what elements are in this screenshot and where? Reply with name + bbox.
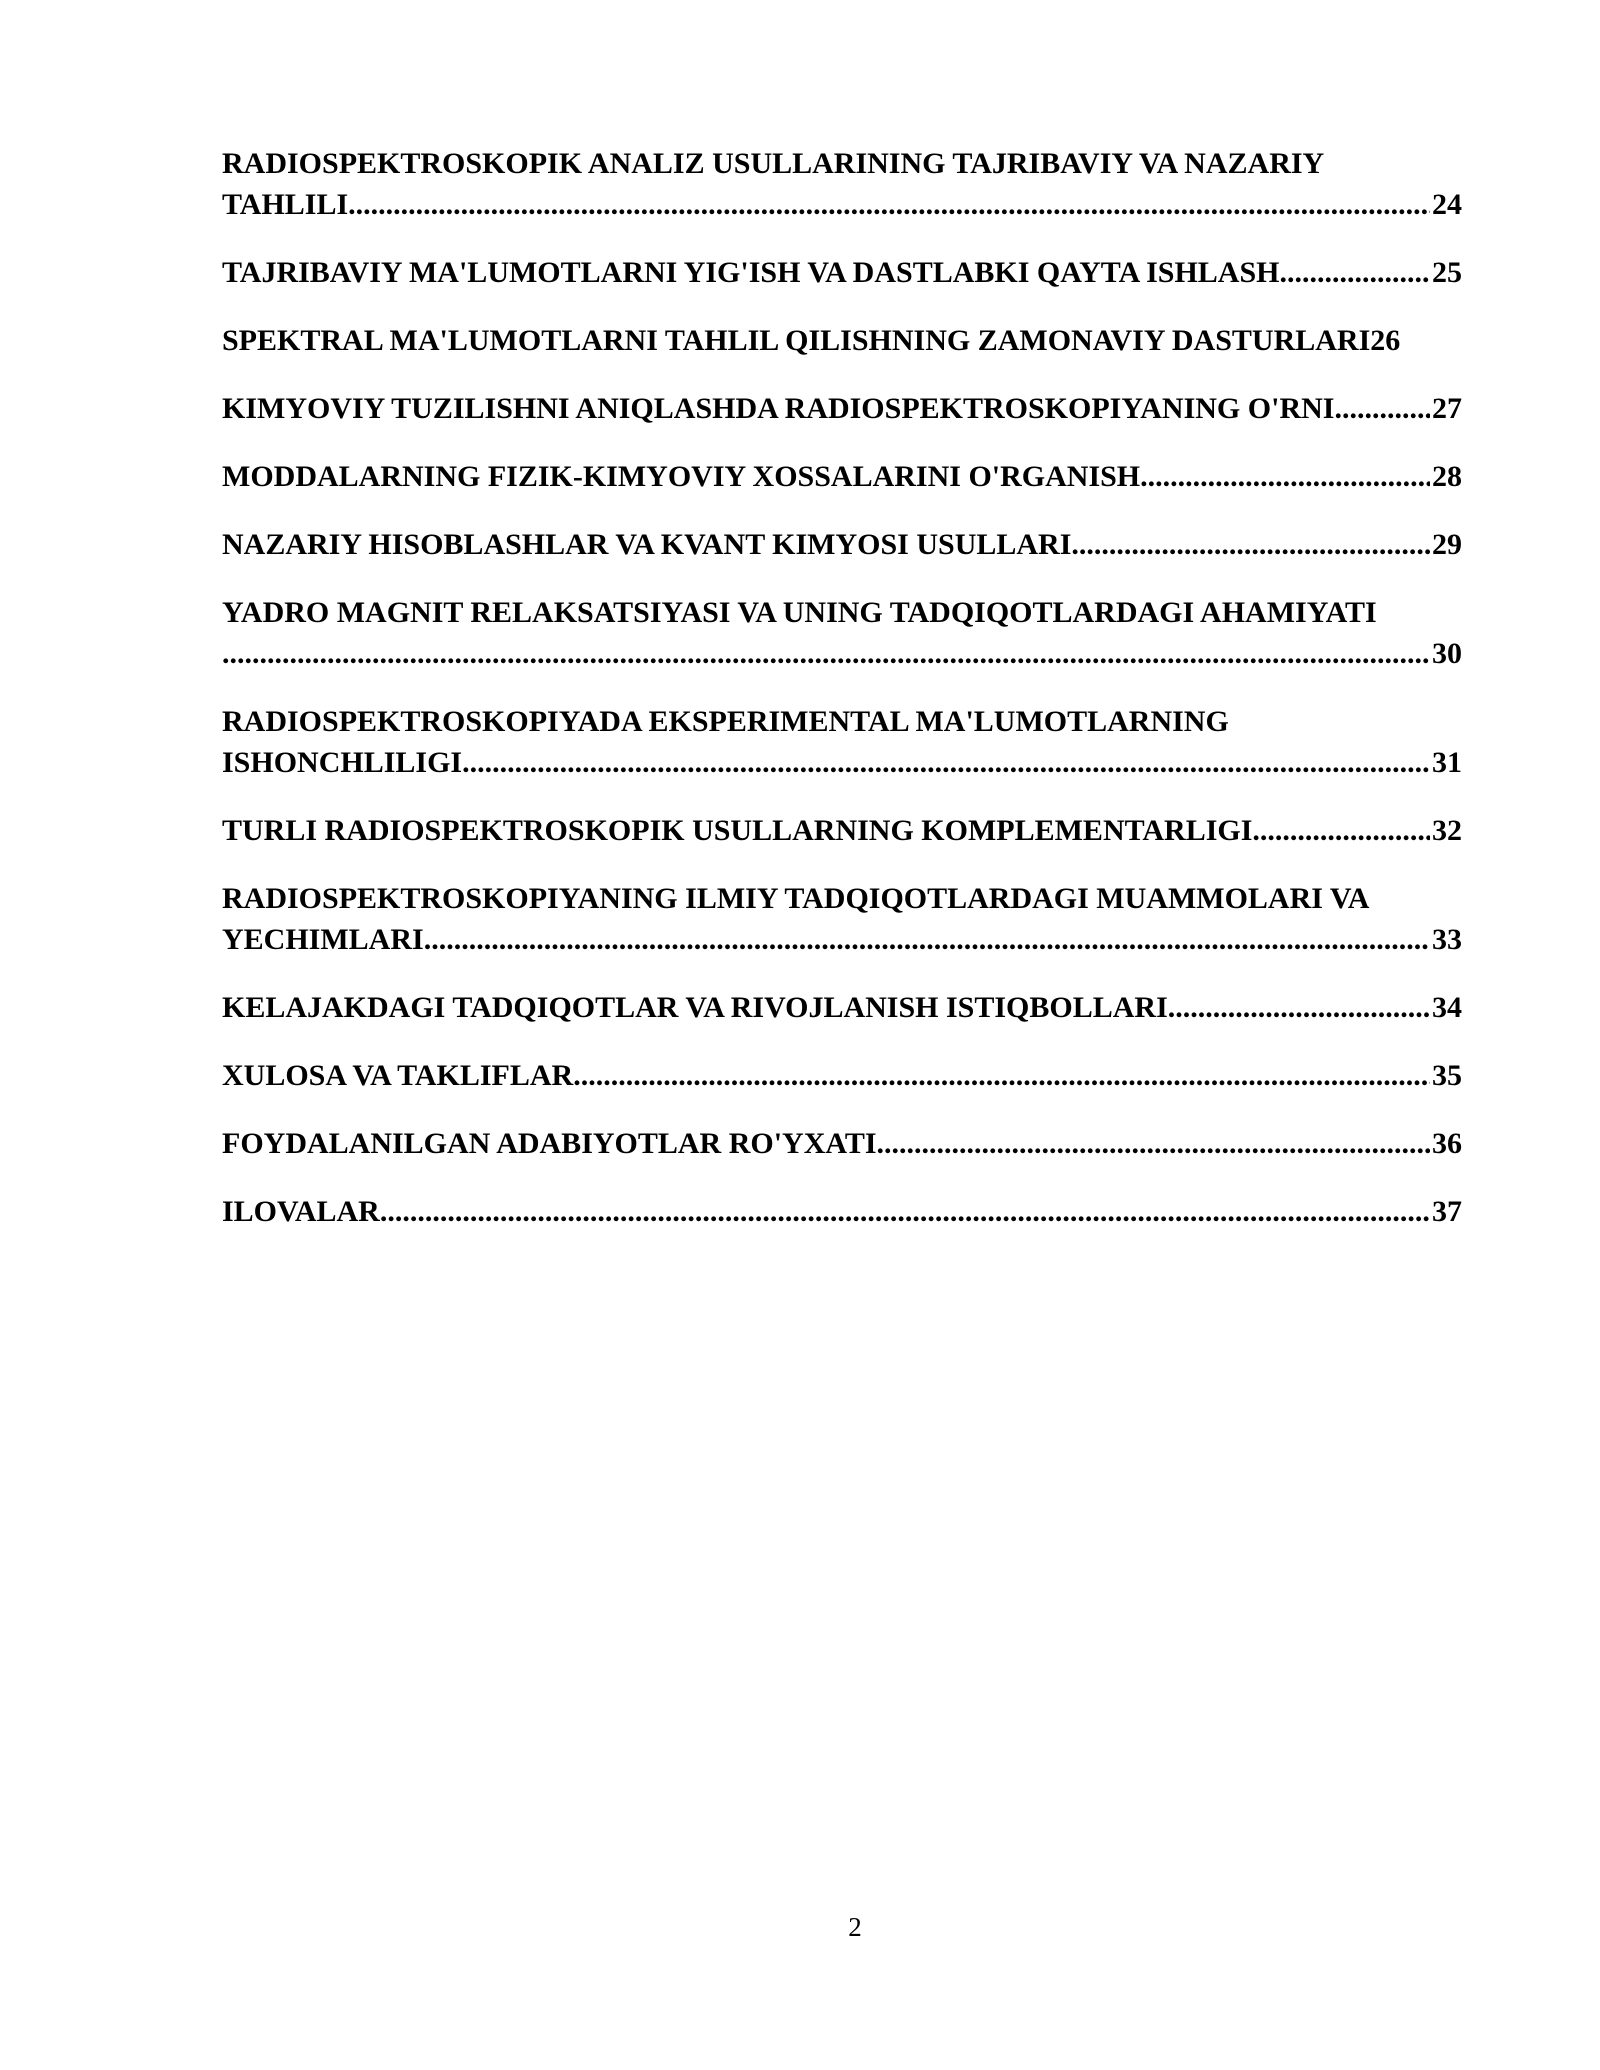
dot-leader: [1168, 987, 1430, 1028]
toc-entry[interactable]: [222, 1055, 1462, 1096]
toc-entry-line: [222, 1055, 1462, 1096]
toc-entry-title: TAJRIBAVIY MA'LUMOTLARNI YIG'ISH VA DASTLABKI QAYTA ISHLASH: [222, 256, 1280, 289]
toc-entry-line: [222, 919, 1462, 960]
dot-leader: [877, 1123, 1430, 1164]
toc-entry-page: 29: [1432, 528, 1462, 561]
toc-entry[interactable]: [222, 388, 1462, 429]
toc-entry-line: [222, 320, 1462, 361]
toc-entry-first-line: YADRO MAGNIT RELAKSATSIYASI VA UNING TADQIQOTLARDAGI AHAMIYATI: [222, 596, 1377, 629]
toc-entry-page: 26: [1370, 324, 1401, 357]
toc-entry-page: 36: [1432, 1127, 1462, 1160]
toc-entry-first-line: RADIOSPEKTROSKOPIYADA EKSPERIMENTAL MA'LUMOTLARNING: [222, 705, 1229, 738]
toc-entry-page: 32: [1432, 814, 1462, 847]
dot-leader: [1140, 456, 1430, 497]
toc-entry[interactable]: [222, 320, 1462, 361]
toc-entry-page: 34: [1432, 991, 1462, 1024]
dot-leader: [1071, 524, 1430, 565]
toc-entry[interactable]: [222, 987, 1462, 1028]
toc-entry-title: MODDALARNING FIZIK-KIMYOVIY XOSSALARINI O'RGANISH: [222, 460, 1141, 493]
toc-entry-line: [222, 524, 1462, 565]
toc-entry-title: YECHIMLARI: [222, 923, 424, 956]
toc-entry-title: TAHLILI: [222, 188, 349, 221]
toc-entry[interactable]: [222, 456, 1462, 497]
toc-entry[interactable]: [222, 1191, 1462, 1232]
toc-entry-line: [222, 987, 1462, 1028]
toc-entry[interactable]: [222, 524, 1462, 565]
toc-entry[interactable]: [222, 810, 1462, 851]
toc-entry-title: ILOVALAR: [222, 1195, 380, 1228]
dot-leader: [222, 633, 1430, 674]
toc-entry[interactable]: [222, 143, 1462, 225]
toc-entry-line: [222, 388, 1462, 429]
toc-entry[interactable]: [222, 252, 1462, 293]
toc-entry-title: TURLI RADIOSPEKTROSKOPIK USULLARNING KOMPLEMENTARLIGI: [222, 814, 1253, 847]
toc-entry-page: 28: [1432, 460, 1462, 493]
toc-entry-line: [222, 810, 1462, 851]
toc-entry-title: KIMYOVIY TUZILISHNI ANIQLASHDA RADIOSPEKTROSKOPIYANING O'RNI.: [222, 392, 1342, 425]
toc-entry-title: FOYDALANILGAN ADABIYOTLAR RO'YXATI: [222, 1127, 877, 1160]
dot-leader: [462, 742, 1430, 783]
toc-entry-title: KELAJAKDAGI TADQIQOTLAR VA RIVOJLANISH ISTIQBOLLARI: [222, 991, 1168, 1024]
toc-entry-first-line: RADIOSPEKTROSKOPIK ANALIZ USULLARINING TAJRIBAVIY VA NAZARIY: [222, 147, 1325, 180]
toc-entry-title: XULOSA VA TAKLIFLAR: [222, 1059, 574, 1092]
toc-entry[interactable]: [222, 592, 1462, 674]
dot-leader: [424, 919, 1430, 960]
toc-entry-first-line: RADIOSPEKTROSKOPIYANING ILMIY TADQIQOTLARDAGI MUAMMOLARI VA: [222, 882, 1370, 915]
dot-leader: [1342, 388, 1430, 429]
toc-entry[interactable]: [222, 1123, 1462, 1164]
table-of-contents: [222, 143, 1462, 1259]
toc-entry-line: [222, 1191, 1462, 1232]
toc-entry-title: SPEKTRAL MA'LUMOTLARNI TAHLIL QILISHNING ZAMONAVIY DASTURLARI: [222, 324, 1371, 357]
toc-entry-page: 24: [1432, 188, 1462, 221]
toc-entry-page: 25: [1432, 256, 1462, 289]
toc-entry-page: 35: [1432, 1059, 1462, 1092]
toc-entry-page: 30: [1432, 637, 1462, 670]
toc-entry-line: [222, 184, 1462, 225]
toc-entry-line: [222, 742, 1462, 783]
toc-entry-line: [222, 252, 1462, 293]
dot-leader: [1252, 810, 1430, 851]
toc-entry-line: [222, 633, 1462, 674]
toc-entry-line: [222, 456, 1462, 497]
toc-entry-page: 37: [1432, 1195, 1462, 1228]
dot-leader: [380, 1191, 1430, 1232]
toc-entry[interactable]: [222, 701, 1462, 783]
toc-entry-line: [222, 1123, 1462, 1164]
dot-leader: [1280, 252, 1431, 293]
dot-leader: [348, 184, 1430, 225]
toc-entry-title: NAZARIY HISOBLASHLAR VA KVANT KIMYOSI USULLARI: [222, 528, 1072, 561]
toc-entry-page: 31: [1432, 746, 1462, 779]
toc-entry-title: ISHONCHLILIGI: [222, 746, 463, 779]
toc-entry[interactable]: [222, 878, 1462, 960]
page-number: 2: [848, 1912, 862, 1942]
toc-entry-page: 27: [1432, 392, 1462, 425]
dot-leader: [573, 1055, 1430, 1096]
toc-entry-page: 33: [1432, 923, 1462, 956]
